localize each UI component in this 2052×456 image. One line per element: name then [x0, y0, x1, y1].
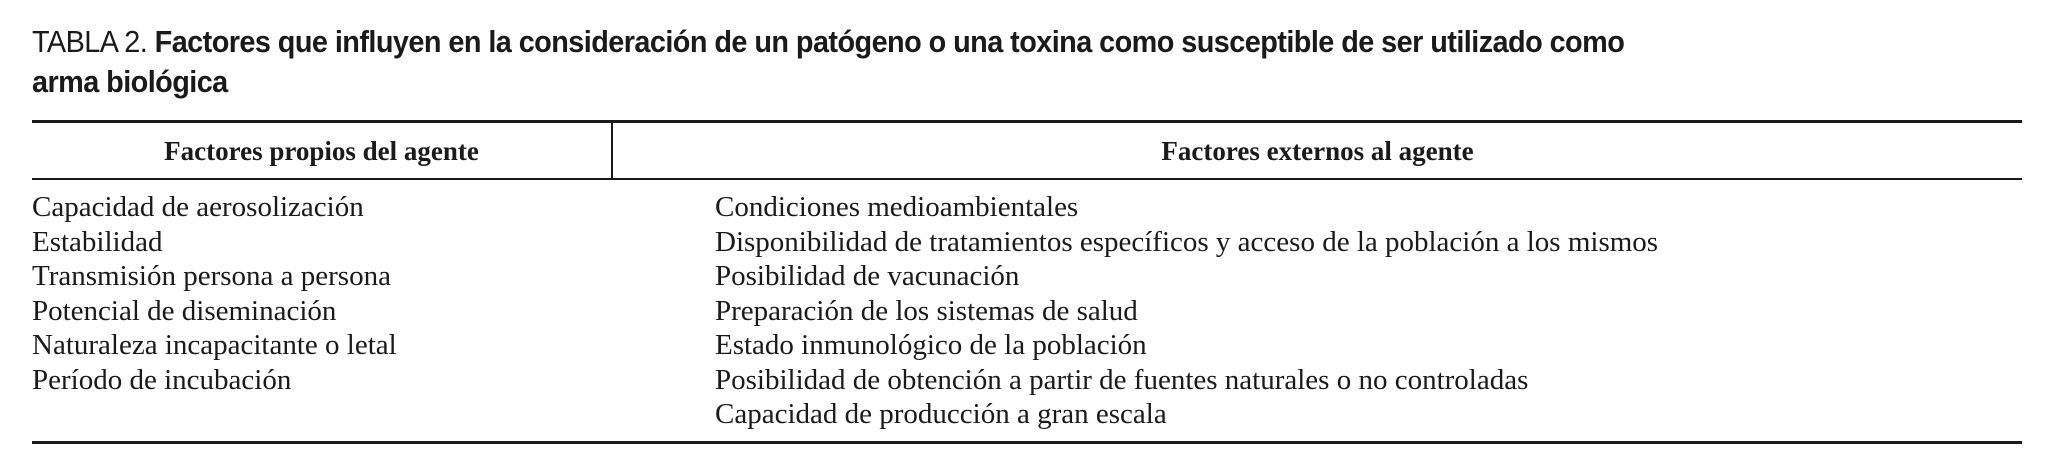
list-item: Estabilidad — [32, 225, 163, 258]
list-item: Capacidad de producción a gran escala — [715, 398, 1167, 430]
list-item: Preparación de los sistemas de salud — [715, 294, 1138, 327]
agent-factors-list — [32, 190, 397, 397]
list-item: Estado inmunológico de la población — [715, 329, 1147, 361]
list-item: Transmisión persona a persona — [32, 260, 391, 292]
list-item: Potencial de diseminación — [32, 294, 337, 327]
list-item: Naturaleza incapacitante o letal — [32, 329, 397, 361]
column-header-external-factors: Factores externos al agente — [1161, 136, 1474, 166]
list-item: Posibilidad de obtención a partir de fuentes naturales o no controladas — [715, 363, 1529, 396]
list-item: Condiciones medioambientales — [715, 191, 1079, 223]
table-number-label: TABLA 2. — [32, 24, 148, 59]
table-top-rule — [32, 120, 2022, 123]
table-title: Factores que influyen en la consideración de un patógeno o una toxina como susceptible de ser utilizado como arma biológica — [32, 24, 1625, 99]
list-item: Capacidad de aerosolización — [32, 191, 364, 223]
table-caption — [32, 22, 1632, 102]
table-bottom-rule — [32, 441, 2022, 444]
list-item: Período de incubación — [32, 363, 292, 396]
external-factors-list — [715, 190, 1658, 432]
column-header-agent-factors: Factores propios del agente — [164, 136, 479, 166]
list-item: Posibilidad de vacunación — [715, 260, 1020, 292]
list-item: Disponibilidad de tratamientos específicos y acceso de la población a los mismos — [715, 225, 1659, 258]
header-bottom-rule — [32, 178, 2022, 180]
